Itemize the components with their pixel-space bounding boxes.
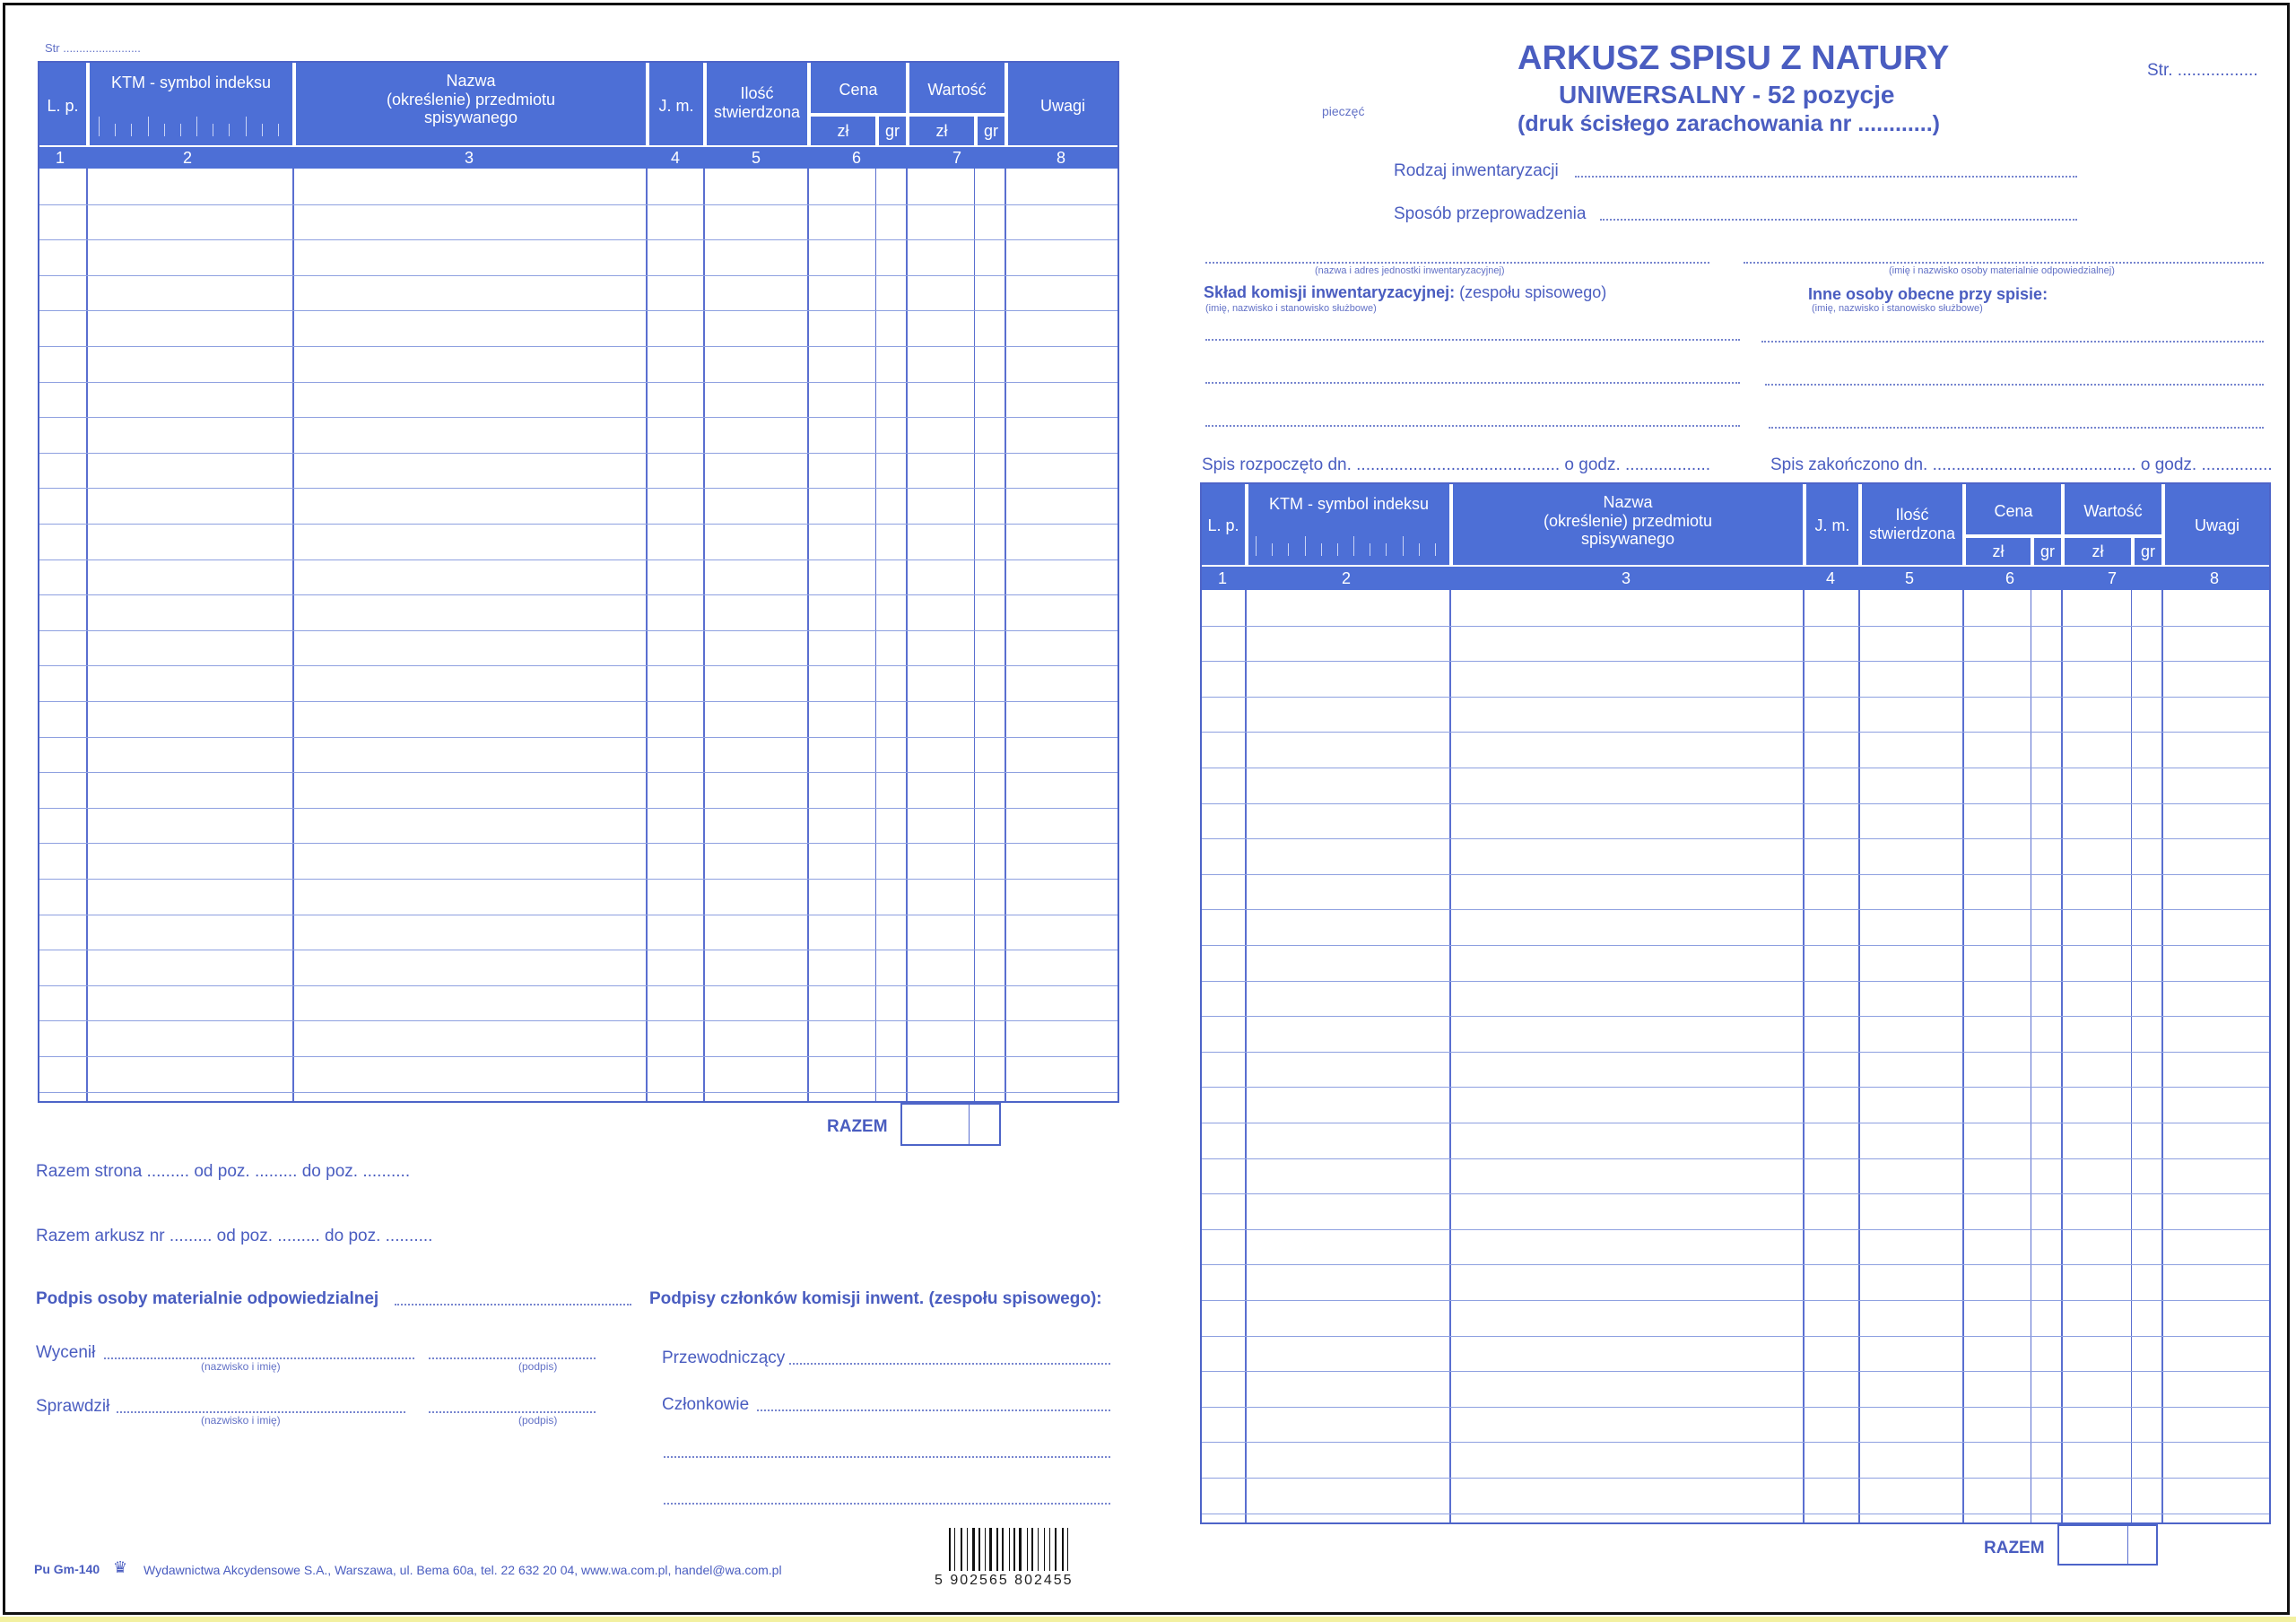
ktm-ruler-tick: [180, 124, 181, 136]
razem-box-right[interactable]: [2057, 1524, 2158, 1566]
barcode-bar: [1031, 1528, 1033, 1571]
barcode-bar: [1013, 1528, 1015, 1571]
col-num-6-r: 6: [2005, 569, 2015, 587]
table-row-line: [1202, 1442, 2269, 1443]
col-divider: [2061, 590, 2063, 1522]
razem-strona-line: Razem strona ......... od poz. ......... do poz. ..........: [36, 1162, 411, 1181]
table-row-line: [1202, 626, 2269, 627]
form-title: ARKUSZ SPISU Z NATURY: [1518, 39, 1950, 77]
czlonkowie-field-1[interactable]: [757, 1409, 1110, 1411]
table-row-line: [39, 594, 1118, 595]
table-row-line: [1202, 1193, 2269, 1194]
col-header-cena: Cena: [811, 63, 906, 113]
col-divider: [292, 169, 294, 1101]
ktm-ruler-tick: [1272, 543, 1273, 556]
ktm-ruler-tick: [1288, 543, 1289, 556]
col-header-wartosc-r: Wartość: [2065, 484, 2161, 534]
table-row-line: [1202, 803, 2269, 804]
table-row-line: [1202, 1158, 2269, 1159]
ktm-ruler-tick: [1337, 543, 1338, 556]
col-divider: [1004, 169, 1006, 1101]
wycenil-sign-field[interactable]: [429, 1357, 596, 1359]
table-row-line: [1202, 838, 2269, 839]
barcode-bar: [1002, 1528, 1004, 1571]
table-row-line: [39, 1056, 1118, 1057]
col-num-1: 1: [56, 149, 65, 167]
publisher-logo-icon: ♛: [113, 1558, 128, 1576]
table-row-line: [39, 310, 1118, 311]
barcode-bar: [1038, 1528, 1039, 1571]
razem-label-left: RAZEM: [827, 1117, 888, 1136]
czlonkowie-field-3[interactable]: [664, 1503, 1110, 1505]
col-header-ktm: KTM - symbol indeksu: [90, 63, 292, 145]
inne-osoby-field-3[interactable]: [1769, 427, 2264, 429]
table-row-line: [39, 665, 1118, 666]
inne-osoby-label: Inne osoby obecne przy spisie:: [1808, 285, 2048, 303]
table-row-line: [39, 559, 1118, 560]
razem-arkusz-line: Razem arkusz nr ......... od poz. ......... do poz. ..........: [36, 1227, 433, 1245]
col-header-cena-r: Cena: [1966, 484, 2061, 534]
col-header-jm: J. m.: [649, 63, 703, 145]
col-num-4-r: 4: [1826, 569, 1836, 587]
col-header-wartosc-gr-r: gr: [2135, 538, 2161, 565]
razem-box-left[interactable]: [900, 1103, 1001, 1146]
table-row-line: [1202, 1087, 2269, 1088]
table-row-line: [39, 204, 1118, 205]
col-divider: [1962, 590, 1964, 1522]
table-row-line: [39, 1092, 1118, 1093]
sposob-label: Sposób przeprowadzenia: [1394, 204, 1587, 223]
table-row-line: [39, 843, 1118, 844]
col-divider: [807, 169, 809, 1101]
table-row-line: [1202, 909, 2269, 910]
podpis-osoby-label: Podpis osoby materialnie odpowiedzialnej: [36, 1289, 379, 1308]
table-row-line: [1202, 945, 2269, 946]
razem-label-right: RAZEM: [1984, 1539, 2045, 1557]
col-header-cena-zl: zł: [811, 117, 875, 145]
czlonkowie-label: Członkowie: [662, 1395, 750, 1414]
barcode-bar: [1027, 1528, 1028, 1571]
table-row-line: [39, 275, 1118, 276]
col-divider: [1858, 590, 1860, 1522]
rodzaj-label: Rodzaj inwentaryzacji: [1394, 161, 1559, 180]
barcode-bar: [949, 1528, 951, 1571]
col-num-3: 3: [465, 149, 474, 167]
col-header-cena-zl-r: zł: [1966, 538, 2031, 565]
responsible-person-caption: (imię i nazwisko osoby materialnie odpowiedzialnej): [1889, 265, 2115, 276]
podpis-osoby-field[interactable]: [395, 1304, 631, 1305]
col-header-cena-gr: gr: [879, 117, 906, 145]
barcode-bar: [1067, 1528, 1068, 1571]
ktm-ruler-tick: [1386, 543, 1387, 556]
sprawdzil-name-field[interactable]: [117, 1411, 405, 1413]
sprawdzil-name-caption: (nazwisko i imię): [201, 1414, 281, 1427]
col-header-ilosc-r: Ilość stwierdzona: [1862, 484, 1962, 565]
form-subtitle: UNIWERSALNY - 52 pozycje: [1559, 81, 1895, 108]
unit-name-field[interactable]: [1205, 262, 1709, 264]
komisja-field-1[interactable]: [1205, 339, 1740, 341]
barcode-bar: [972, 1528, 975, 1571]
col-divider: [646, 169, 648, 1101]
inventory-table-right: [1200, 482, 2271, 1524]
sprawdzil-sign-field[interactable]: [429, 1411, 596, 1413]
razem-divider: [2127, 1526, 2128, 1564]
inne-osoby-field-2[interactable]: [1765, 384, 2264, 386]
czlonkowie-field-2[interactable]: [664, 1456, 1110, 1458]
table-row-line: [1202, 697, 2269, 698]
barcode-bar: [961, 1528, 962, 1571]
barcode-bar: [985, 1528, 986, 1571]
col-divider: [1803, 590, 1805, 1522]
table-row-line: [1202, 661, 2269, 662]
unit-name-caption: (nazwa i adres jednostki inwentaryzacyjnej): [1315, 265, 1505, 276]
barcode-bar: [989, 1528, 992, 1571]
ktm-ruler-tick: [1321, 543, 1322, 556]
table-row-line: [39, 630, 1118, 631]
col-divider: [974, 169, 975, 1101]
barcode-bar: [1055, 1528, 1057, 1571]
inventory-table-left: [38, 61, 1119, 1103]
col-divider: [2161, 590, 2163, 1522]
table-row-line: [1202, 1264, 2269, 1265]
col-num-8-r: 8: [2210, 569, 2220, 587]
rodzaj-field[interactable]: [1575, 176, 2077, 178]
col-header-uwagi: Uwagi: [1008, 63, 1118, 145]
col-divider: [2131, 590, 2132, 1522]
barcode-number: 5 902565 802455: [935, 1573, 1074, 1588]
barcode-bar: [1044, 1528, 1045, 1571]
ktm-ruler-tick: [262, 124, 263, 136]
table-row-line: [1202, 1052, 2269, 1053]
wycenil-label: Wycenił: [36, 1343, 96, 1362]
ktm-ruler-tick: [1435, 543, 1436, 556]
table-row-line: [1202, 1229, 2269, 1230]
ktm-ruler-tick: [1403, 536, 1404, 556]
col-header-nazwa: Nazwa (określenie) przedmiotu spisywanego: [296, 63, 646, 145]
sklad-komisji-normal: (zespołu spisowego): [1459, 283, 1607, 301]
col-num-6: 6: [852, 149, 862, 167]
form-code: Pu Gm-140: [34, 1562, 100, 1576]
ktm-ruler-tick: [246, 117, 247, 136]
ktm-ruler-tick: [164, 124, 165, 136]
razem-divider: [969, 1105, 970, 1144]
table-row-line: [39, 524, 1118, 525]
table-row-line: [39, 985, 1118, 986]
col-num-7-r: 7: [2108, 569, 2118, 587]
sposob-field[interactable]: [1600, 219, 2077, 221]
sprawdzil-label: Sprawdził: [36, 1397, 110, 1416]
col-divider: [1449, 590, 1451, 1522]
ktm-ruler-tick: [1305, 536, 1306, 556]
table-row-line: [39, 772, 1118, 773]
wycenil-name-caption: (nazwisko i imię): [201, 1360, 281, 1373]
table-row-line: [1202, 1300, 2269, 1301]
barcode-bar: [1009, 1528, 1010, 1571]
table-row-line: [1202, 1336, 2269, 1337]
table-row-line: [39, 808, 1118, 809]
sklad-komisji-caption: (imię, nazwisko i stanowisko służbowe): [1205, 303, 1377, 314]
barcode-bar: [1062, 1528, 1064, 1571]
sprawdzil-sign-caption: (podpis): [518, 1414, 558, 1427]
col-header-ktm-r: KTM - symbol indeksu: [1248, 484, 1449, 565]
barcode-bar: [967, 1528, 968, 1571]
col-header-lp-r: L. p.: [1202, 484, 1245, 565]
podpisy-czlonkow-label: Podpisy członków komisji inwent. (zespołu spisowego):: [649, 1289, 1102, 1308]
col-divider: [906, 169, 908, 1101]
col-header-lp: L. p.: [39, 63, 86, 145]
barcode-bar: [978, 1528, 980, 1571]
table-row-line: [1202, 981, 2269, 982]
page-number-left: Str ........................: [45, 41, 141, 55]
ktm-ruler-tick: [1353, 536, 1354, 556]
table-row-line: [39, 417, 1118, 418]
ktm-ruler-tick: [1256, 536, 1257, 556]
col-divider: [1245, 590, 1247, 1522]
inne-osoby-caption: (imię, nazwisko i stanowisko służbowe): [1812, 303, 1983, 314]
col-num-2: 2: [183, 149, 193, 167]
table-row-line: [39, 382, 1118, 383]
spis-zakonczono: Spis zakończono dn. ........................................... o godz. ...............: [1770, 455, 2273, 474]
col-num-8: 8: [1057, 149, 1066, 167]
col-num-5-r: 5: [1905, 569, 1915, 587]
col-num-2-r: 2: [1342, 569, 1352, 587]
table-row-line: [39, 701, 1118, 702]
col-divider: [875, 169, 876, 1101]
ktm-ruler-tick: [99, 117, 100, 136]
table-row-line: [39, 879, 1118, 880]
table-row-line: [1202, 1371, 2269, 1372]
col-num-5: 5: [752, 149, 761, 167]
col-num-1-r: 1: [1218, 569, 1228, 587]
col-header-uwagi-r: Uwagi: [2165, 484, 2269, 565]
col-num-3-r: 3: [1622, 569, 1631, 587]
ktm-ruler-tick: [131, 124, 132, 136]
col-num-4: 4: [671, 149, 681, 167]
col-header-nazwa-r: Nazwa (określenie) przedmiotu spisywanego: [1453, 484, 1803, 565]
stamp-label: pieczęć: [1322, 104, 1365, 118]
table-row-line: [1202, 874, 2269, 875]
table-row-line: [1202, 1478, 2269, 1479]
col-num-7: 7: [952, 149, 962, 167]
sklad-komisji-bold: Skład komisji inwentaryzacyjnej:: [1204, 283, 1456, 301]
table-row-line: [39, 737, 1118, 738]
table-row-line: [1202, 732, 2269, 733]
table-row-line: [1202, 1407, 2269, 1408]
sklad-komisji-label: [1204, 283, 1606, 302]
barcode-bar: [954, 1528, 955, 1571]
komisja-field-3[interactable]: [1205, 425, 1740, 427]
form-subtitle-number: (druk ścisłego zarachowania nr ............): [1518, 111, 1940, 136]
inne-osoby-field-1[interactable]: [1761, 341, 2264, 343]
barcode-bar: [996, 1528, 998, 1571]
page-number-right: Str. .................: [2147, 61, 2258, 80]
table-row-line: [39, 488, 1118, 489]
przewodniczacy-field[interactable]: [789, 1363, 1110, 1365]
ktm-ruler-tick: [278, 124, 279, 136]
col-header-wartosc: Wartość: [909, 63, 1004, 113]
wycenil-name-field[interactable]: [104, 1357, 414, 1359]
table-row-line: [39, 239, 1118, 240]
komisja-field-2[interactable]: [1205, 382, 1740, 384]
ktm-ruler-tick: [1419, 543, 1420, 556]
przewodniczacy-label: Przewodniczący: [662, 1349, 786, 1367]
col-header-cena-gr-r: gr: [2034, 538, 2061, 565]
spis-rozpoczeto: Spis rozpoczęto dn. ........................................... o godz. ..................: [1202, 455, 1711, 474]
ktm-ruler-tick: [115, 124, 116, 136]
col-divider: [86, 169, 88, 1101]
table-row-line: [39, 1020, 1118, 1021]
barcode-icon: [949, 1528, 1098, 1571]
ktm-ruler-tick: [229, 124, 230, 136]
col-header-wartosc-gr: gr: [978, 117, 1004, 145]
col-divider: [703, 169, 705, 1101]
responsible-person-field[interactable]: [1744, 262, 2264, 264]
table-row-line: [1202, 1016, 2269, 1017]
publisher-info: Wydawnictwa Akcydensowe S.A., Warszawa, ul. Bema 60a, tel. 22 632 20 04, www.wa.com.pl, handel@wa.com.pl: [144, 1563, 782, 1577]
ktm-ruler-tick: [196, 117, 197, 136]
col-header-ilosc: Ilość stwierdzona: [707, 63, 807, 145]
col-header-wartosc-zl-r: zł: [2065, 538, 2131, 565]
barcode-bar: [1019, 1528, 1022, 1571]
barcode-bar: [1049, 1528, 1050, 1571]
wycenil-sign-caption: (podpis): [518, 1360, 558, 1373]
bottom-edge-strip: [0, 1617, 2296, 1622]
col-header-jm-r: J. m.: [1806, 484, 1858, 565]
col-header-wartosc-zl: zł: [909, 117, 974, 145]
table-row-line: [39, 453, 1118, 454]
table-row-line: [39, 346, 1118, 347]
ktm-ruler-tick: [148, 117, 149, 136]
